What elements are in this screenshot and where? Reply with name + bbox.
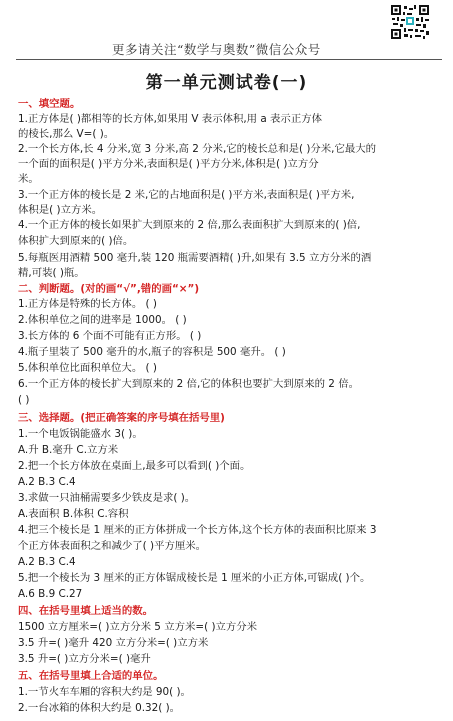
question-line: 2.一台冰箱的体积大约是 0.32( )。 (18, 702, 181, 714)
question-line: 1500 立方厘米=( )立方分米 5 立方米=( )立方分米 (18, 621, 258, 633)
question-line: 的棱长,那么 V=( )。 (18, 128, 115, 140)
question-line: 1.一个电饭锅能盛水 3( )。 (18, 428, 143, 440)
question-line: 6.一个正方体的棱长扩大到原来的 2 倍,它的体积也要扩大到原来的 2 倍。 (18, 378, 359, 390)
question-line: 4.把三个棱长是 1 厘米的正方体拼成一个长方体,这个长方体的表面积比原来 3 (18, 524, 377, 536)
question-line: 体积扩大到原来的( )倍。 (18, 235, 134, 247)
question-line: 2.一个长方体,长 4 分米,宽 3 分米,高 2 分米,它的棱长总和是( )分米,它最大的 (18, 143, 377, 155)
question-line: ( ) (18, 394, 30, 406)
section-heading: 五、在括号里填上合适的单位。 (18, 670, 164, 682)
question-line: 4.瓶子里装了 500 毫升的水,瓶子的容积是 500 毫升。 ( ) (18, 346, 286, 358)
question-line: 5.体积单位比面积单位大。 ( ) (18, 362, 157, 374)
question-line: 3.求做一只油桶需要多少铁皮是求( )。 (18, 492, 196, 504)
question-line: 1.一节火车车厢的容积大约是 90( )。 (18, 686, 191, 698)
question-line: 5.把一个棱长为 3 厘米的正方体锯成棱长是 1 厘米的小正方体,可锯成( )个。 (18, 572, 371, 584)
question-line: 3.长方体的 6 个面不可能有正方形。 ( ) (18, 330, 202, 342)
question-line: 精,可装( )瓶。 (18, 267, 85, 279)
question-line: 一个面的面积是( )平方分米,表面积是( )平方分米,体积是( )立方分 (18, 158, 319, 170)
qr-code-icon (390, 4, 430, 40)
question-line: 体积是( )立方米。 (18, 204, 103, 216)
option-line: A.2 B.3 C.4 (18, 476, 76, 488)
section-heading: 三、选择题。(把正确答案的序号填在括号里) (18, 412, 225, 424)
question-line: 3.5 升=( )毫升 420 立方分米=( )立方米 (18, 637, 209, 649)
question-line: 1.正方体是特殊的长方体。 ( ) (18, 298, 157, 310)
option-line: A.6 B.9 C.27 (18, 588, 83, 600)
section-heading: 二、判断题。(对的画“√”,错的画“×”) (18, 283, 200, 295)
question-line: 米。 (18, 173, 39, 185)
question-line: 4.一个正方体的棱长如果扩大到原来的 2 倍,那么表面积扩大到原来的( )倍, (18, 219, 361, 231)
question-line: 1.正方体是( )都相等的长方体,如果用 V 表示体积,用 a 表示正方体 (18, 113, 322, 125)
header-divider (16, 59, 442, 60)
section-heading: 四、在括号里填上适当的数。 (18, 605, 154, 617)
page-title: 第一单元测试卷(一) (145, 73, 308, 93)
option-line: A.升 B.毫升 C.立方米 (18, 444, 119, 456)
option-line: A.表面积 B.体积 C.容积 (18, 508, 129, 520)
question-line: 5.每瓶医用酒精 500 毫升,装 120 瓶需要酒精( )升,如果有 3.5 立方分米的酒 (18, 252, 372, 264)
question-line: 2.体积单位之间的进率是 1000。 ( ) (18, 314, 187, 326)
question-line: 2.把一个长方体放在桌面上,最多可以看到( )个面。 (18, 460, 251, 472)
question-line: 个正方体表面积之和减少了( )平方厘米。 (18, 540, 207, 552)
question-line: 3.5 升=( )立方分米=( )毫升 (18, 653, 151, 665)
header-text: 更多请关注“数学与奥数”微信公众号 (112, 42, 321, 57)
option-line: A.2 B.3 C.4 (18, 556, 76, 568)
section-heading: 一、填空题。 (18, 98, 81, 110)
question-line: 3.一个正方体的棱长是 2 米,它的占地面积是( )平方米,表面积是( )平方米, (18, 189, 355, 201)
